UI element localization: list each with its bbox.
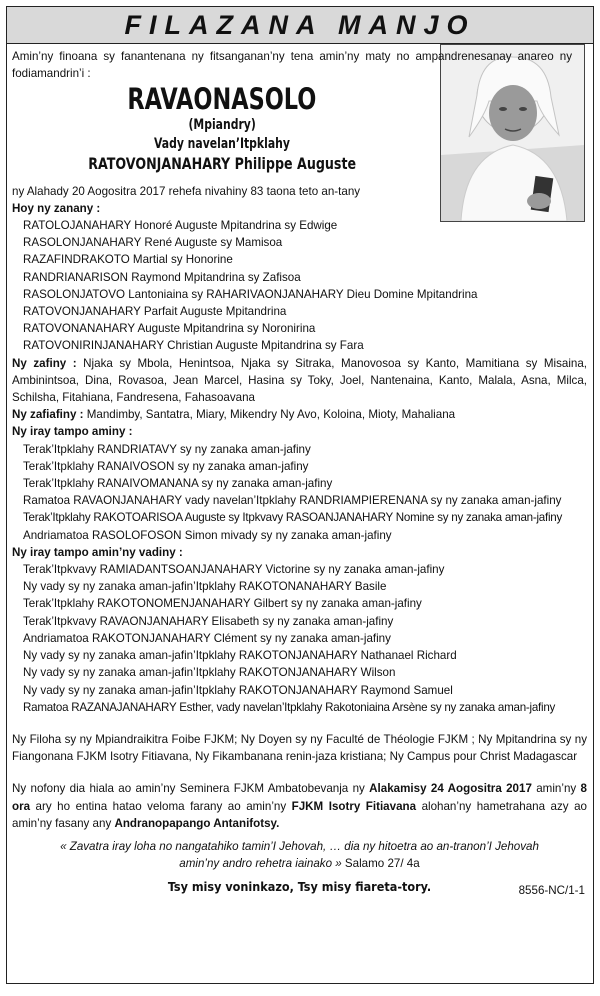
children-heading: Hoy ny zanany : bbox=[12, 201, 101, 215]
obituary-notice bbox=[6, 6, 594, 984]
list-item: RATOVONJANAHARY Parfait Auguste Mpitandrina bbox=[23, 305, 287, 319]
list-item: Terak’Itpklahy RAKOTONOMENJANAHARY Gilbert sy ny zanaka aman-jafiny bbox=[23, 597, 422, 611]
institutions-paragraph: Ny Filoha sy ny Mpiandraikitra Foibe FJKM; Ny Doyen sy ny Faculté de Théologie FJKM ; Ny Mpitandrina sy ny Fiangonana FJKM Isotry Fitiavana, Ny Fikambanana renin-jaza kristiana; Ny Campus pour Christ Madagascar bbox=[12, 732, 587, 764]
list-item: RAZAFINDRAKOTO Martial sy Honorine bbox=[23, 253, 233, 267]
list-item: RATOVONIRINJANAHARY Christian Auguste Mpitandrina sy Fara bbox=[23, 339, 364, 353]
deceased-alias: (Mpiandry) bbox=[188, 117, 256, 134]
list-item: RATOLOJANAHARY Honoré Auguste Mpitandrina sy Edwige bbox=[23, 219, 338, 233]
list-item: Terak’Itpklahy RANAIVOSON sy ny zanaka aman-jafiny bbox=[23, 459, 309, 473]
great-grandchildren-heading: Ny zafiafiny : bbox=[12, 408, 84, 422]
list-item: Ramatoa RAZANAJANAHARY Esther, vady navelan’Itpklahy Rakotoniaina Arsène sy ny zanaka aman-jafiny bbox=[23, 700, 556, 714]
list-item: Andriamatoa RAKOTONJANAHARY Clément sy ny zanaka aman-jafiny bbox=[23, 631, 391, 645]
list-item: Andriamatoa RASOLOFOSON Simon mivady sy ny zanaka aman-jafiny bbox=[23, 528, 392, 542]
list-item: Ny vady sy ny zanaka aman-jafin’Itpklahy RAKOTONJANAHARY Nathanael Richard bbox=[23, 649, 457, 663]
siblings-list bbox=[12, 441, 587, 544]
death-line: ny Alahady 20 Aogositra 2017 rehefa nivahiny 83 taona teto an-tany bbox=[12, 184, 361, 198]
banner bbox=[7, 7, 593, 44]
footer bbox=[12, 875, 587, 899]
funeral-text: ary ho entina hatao veloma farany ao amin’ny bbox=[30, 799, 292, 813]
quote-text: amin’ny andro rehetra iainako » bbox=[179, 857, 342, 871]
banner-title: FILAZANA MANJO bbox=[124, 9, 476, 40]
deceased-name: RAVAONASOLO bbox=[127, 82, 317, 117]
spouse-name: RATOVONJANAHARY Philippe Auguste bbox=[88, 154, 356, 174]
list-item: Ny vady sy ny zanaka aman-jafin’Itpklahy RAKOTONANAHARY Basile bbox=[23, 580, 387, 594]
great-grandchildren-paragraph bbox=[12, 406, 587, 423]
deceased-block bbox=[12, 82, 432, 174]
closing-note: Tsy misy voninkazo, Tsy misy fiareta-tory. bbox=[167, 879, 432, 895]
quote-line: « Zavatra iray loha no nangatahiko tamin’I Jehovah, … dia ny hitoetra ao an-tranon’I Jehovah bbox=[60, 839, 539, 853]
funeral-date: Alakamisy 24 Aogositra 2017 bbox=[369, 782, 532, 796]
list-item: Terak’Itpklahy RANDRIATAVY sy ny zanaka aman-jafiny bbox=[23, 442, 311, 456]
spouse-siblings-list bbox=[12, 561, 587, 716]
list-item: Terak’Itpkvavy RAMIADANTSOANJANAHARY Victorine sy ny zanaka aman-jafiny bbox=[23, 563, 445, 577]
grandchildren-heading: Ny zafiny : bbox=[12, 356, 77, 370]
funeral-church: FJKM Isotry Fitiavana bbox=[291, 799, 417, 813]
funeral-text: alohan’ny hametrahana azy ao amin’ny fasany any bbox=[12, 799, 587, 830]
funeral-text: Ny nofony dia hiala ao amin’ny Seminera FJKM Ambatobevanja ny bbox=[12, 782, 370, 796]
list-item: Ny vady sy ny zanaka aman-jafin’Itpklahy RAKOTONJANAHARY Raymond Samuel bbox=[23, 683, 453, 697]
list-item: RANDRIANARISON Raymond Mpitandrina sy Zafisoa bbox=[23, 270, 301, 284]
funeral-time: 8 ora bbox=[12, 782, 587, 813]
scripture-quote bbox=[12, 838, 587, 872]
list-item: RASOLONJANAHARY René Auguste sy Mamisoa bbox=[23, 236, 283, 250]
burial-place: Andranopapango Antanifotsy. bbox=[114, 816, 280, 830]
siblings-heading: Ny iray tampo aminy : bbox=[12, 425, 133, 439]
list-item: Ny vady sy ny zanaka aman-jafin’Itpklahy RAKOTONJANAHARY Wilson bbox=[23, 666, 396, 680]
quote-reference: Salamo 27/ 4a bbox=[341, 857, 420, 871]
funeral-paragraph bbox=[12, 780, 587, 832]
list-item: Terak’Itpklahy RANAIVOMANANA sy ny zanaka aman-jafiny bbox=[23, 477, 333, 491]
children-list bbox=[12, 217, 587, 355]
notice-body bbox=[12, 48, 587, 899]
spouse-line: Vady navelan’Itpklahy bbox=[154, 136, 290, 153]
list-item: RATOVONANAHARY Auguste Mpitandrina sy Noronirina bbox=[23, 322, 316, 336]
list-item: Terak’Itpklahy RAKOTOARISOA Auguste sy Itpkvavy RASOANJANAHARY Nomine sy ny zanaka aman-jafiny bbox=[23, 511, 563, 525]
grandchildren-text: Njaka sy Mbola, Henintsoa, Njaka sy Sitraka, Manovosoa sy Kanto, Mamitiana sy Misaina, Ambinintsoa, Dina, Rovasoa, Jean Marcel, Hasina sy Toky, Joel, Nantenaina, Kanto, Malala, Asna, Milca, Schilsha, Fitahiana, Fandresena, Fahasoavana bbox=[12, 356, 588, 405]
list-item: Terak’Itpkvavy RAVAONJANAHARY Elisabeth sy ny zanaka aman-jafiny bbox=[23, 614, 394, 628]
grandchildren-paragraph bbox=[12, 355, 587, 407]
funeral-text: amin’ny bbox=[531, 782, 581, 796]
intro-text: Amin’ny finoana sy fanantenana ny fitsanganan’ny tena amin’ny maty no ampandrenesanay anareo ny fodiamandrin’i : bbox=[12, 50, 572, 81]
spouse-siblings-heading: Ny iray tampo amin’ny vadiny : bbox=[12, 545, 183, 559]
great-grandchildren-text: Mandimby, Santatra, Miary, Mikendry Ny Avo, Koloina, Mioty, Mahaliana bbox=[83, 408, 456, 422]
quote-line bbox=[12, 855, 587, 872]
list-item: Ramatoa RAVAONJANAHARY vady navelan’Itpklahy RANDRIAMPIERENANA sy ny zanaka aman-jafiny bbox=[23, 494, 562, 508]
reference-code: 8556-NC/1-1 bbox=[518, 884, 585, 898]
list-item: RASOLONJATOVO Lantoniaina sy RAHARIVAONJANAHARY Dieu Domine Mpitandrina bbox=[23, 287, 478, 301]
